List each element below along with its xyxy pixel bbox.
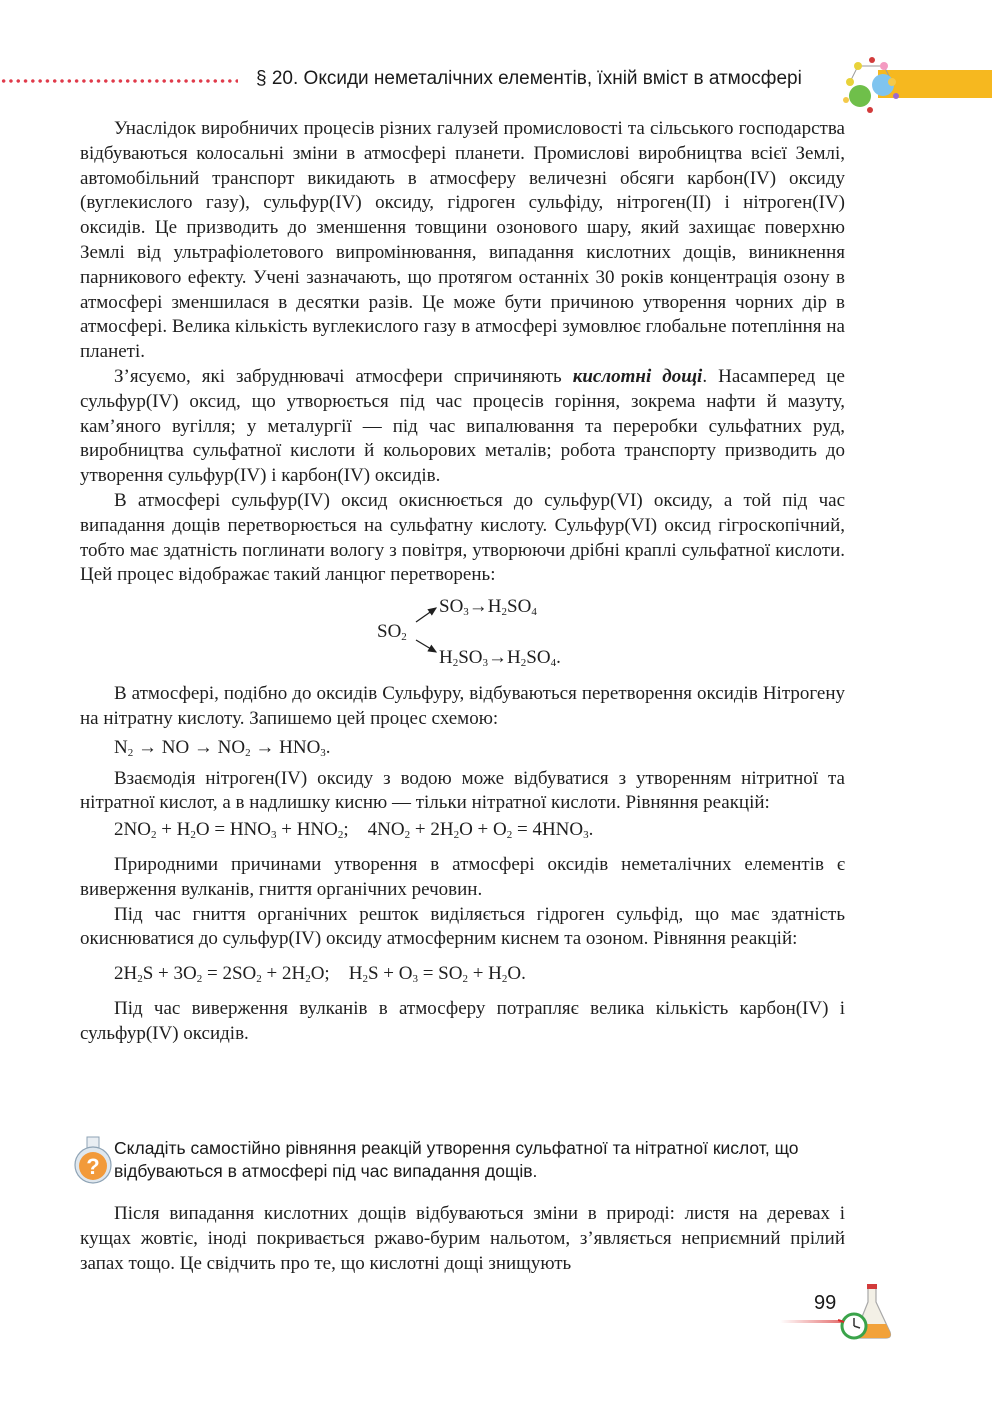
keyword-acid-rain: кислотні дощі bbox=[572, 365, 703, 387]
h2s-oxidation-equations: $2H_2S + 3O_2 = 2SO_2 + 2H_2O$; $H_2S + O_3 = SO_2 + H_2O$. bbox=[114, 963, 526, 986]
paragraph-5: Взаємодія нітроген(IV) оксиду з водою може відбуватися з утворенням нітритної та нітратної кислот, а в надлишку кисню — тільки нітратної кислоти. Рівняння реакцій: bbox=[80, 767, 845, 814]
paragraph-7: Під час гниття органічних решток виділяється гідроген сульфід, що має здатність окиснюватися до сульфур(IV) оксиду атмосферним киснем та озоном. Рівняння реакцій: bbox=[80, 903, 845, 950]
header-dotted-line bbox=[0, 78, 238, 84]
formula-so3-branch: $SO_3\to H_2SO_4$ bbox=[439, 596, 537, 619]
flask-clock-icon bbox=[838, 1282, 898, 1344]
paragraph-4: В атмосфері, подібно до оксидів Сульфуру, відбуваються перетворення оксидів Нітрогену на нітратну кислоту. Запишемо цей процес схемою: bbox=[80, 683, 845, 729]
formula-so2: $SO_2$ bbox=[377, 621, 407, 644]
branch-arrows bbox=[410, 600, 442, 662]
sulfur-transformation-scheme bbox=[80, 592, 845, 678]
no2-water-equations: $2NO_2 + H_2O = HNO_3 + HNO_2$; $4NO_2 + 2H_2O + O_2 = 4HNO_3$. bbox=[114, 819, 594, 842]
closing-text bbox=[80, 1202, 845, 1276]
page-header-title: § 20. Оксиди неметалічних елементів, їхній вміст в атмосфері bbox=[256, 68, 802, 89]
paragraph-2: З’ясуємо, які забруднювачі атмосфери спричиняють кислотні дощі. Насамперед це сульфур(IV) оксид, що утворюється під час процесів горіння, зокрема нафти й мазуту, кам’яного вугілля; у металургії — під час випалювання та переробки сульфатних руд, виробництва сульфатної кислоти й кольорових металів; робота транспорту призводить до утворення сульфур(IV) і карбон(IV) оксидів. bbox=[80, 365, 845, 487]
formula-h2so3-branch: $H_2SO_3\to H_2SO_4$. bbox=[439, 647, 561, 670]
paragraph-1: Унаслідок виробничих процесів різних галузей промисловості та сільського господарства відбуваються колосальні зміни в атмосфері планети. Промислові виробництва всієї Землі, автомобільний транспорт викидають в атмосферу величезні обсяги карбон(IV) оксиду (вуглекислого газу), сульфур(IV) оксиду, гідроген сульфіду, нітроген(II) і нітроген(IV) оксидів. Це призводить до зменшення товщини озонового шару, який захищає поверхню Землі від ультрафіолетового випромінювання, випадання кислотних дощів, виникнення парникового ефекту. Учені зазначають, що протягом останніх 30 років концентрація озону в атмосфері зменшилася в десятки разів. Це може бути причиною утворення чорних дір в атмосфері. Велика кількість вуглекислого газу в атмосфері зумовлює глобальне потепління на планеті. bbox=[80, 118, 845, 363]
paragraph-9: Після випадання кислотних дощів відбуваються зміни в природі: листя на деревах і кущах жовтіє, іноді покривається ржаво-бурим нальотом, з’являється неприємний прілий запах тощо. Це свідчить про те, що кислотні дощі знищують bbox=[80, 1203, 845, 1274]
paragraph-8: Під час виверження вулканів в атмосферу потрапляє велика кількість карбон(IV) і сульфур(IV) оксидів. bbox=[80, 997, 845, 1044]
paragraph-3: В атмосфері сульфур(IV) оксид окиснюється до сульфур(VI) оксиду, а той під час випадання дощів перетворюється на сульфатну кислоту. Сульфур(VI) оксид гігроскопічний, тобто має здатність поглинати вологу з повітря, утворюючи дрібні краплі сульфатної кислоти. Цей процес відображає такий ланцюг перетворень: bbox=[80, 489, 845, 586]
question-flask-icon bbox=[72, 1135, 114, 1185]
task-text: Складіть самостійно рівняння реакцій утворення сульфатної та нітратної кислот, що відбуваються в атмосфері під час випадання дощів. bbox=[114, 1138, 799, 1181]
molecule-icon bbox=[840, 52, 900, 114]
nitrogen-scheme: $N_2$ → NO → $NO_2 \to HNO_3$. bbox=[114, 736, 331, 759]
page-number: 99 bbox=[814, 1292, 837, 1314]
main-text bbox=[80, 117, 845, 1047]
task-block bbox=[72, 1135, 852, 1185]
svg-text:?: ? bbox=[86, 1154, 100, 1179]
paragraph-6: Природними причинами утворення в атмосфері оксидів неметалічних елементів є виверження вулканів, гниття органічних речовин. bbox=[80, 853, 845, 900]
